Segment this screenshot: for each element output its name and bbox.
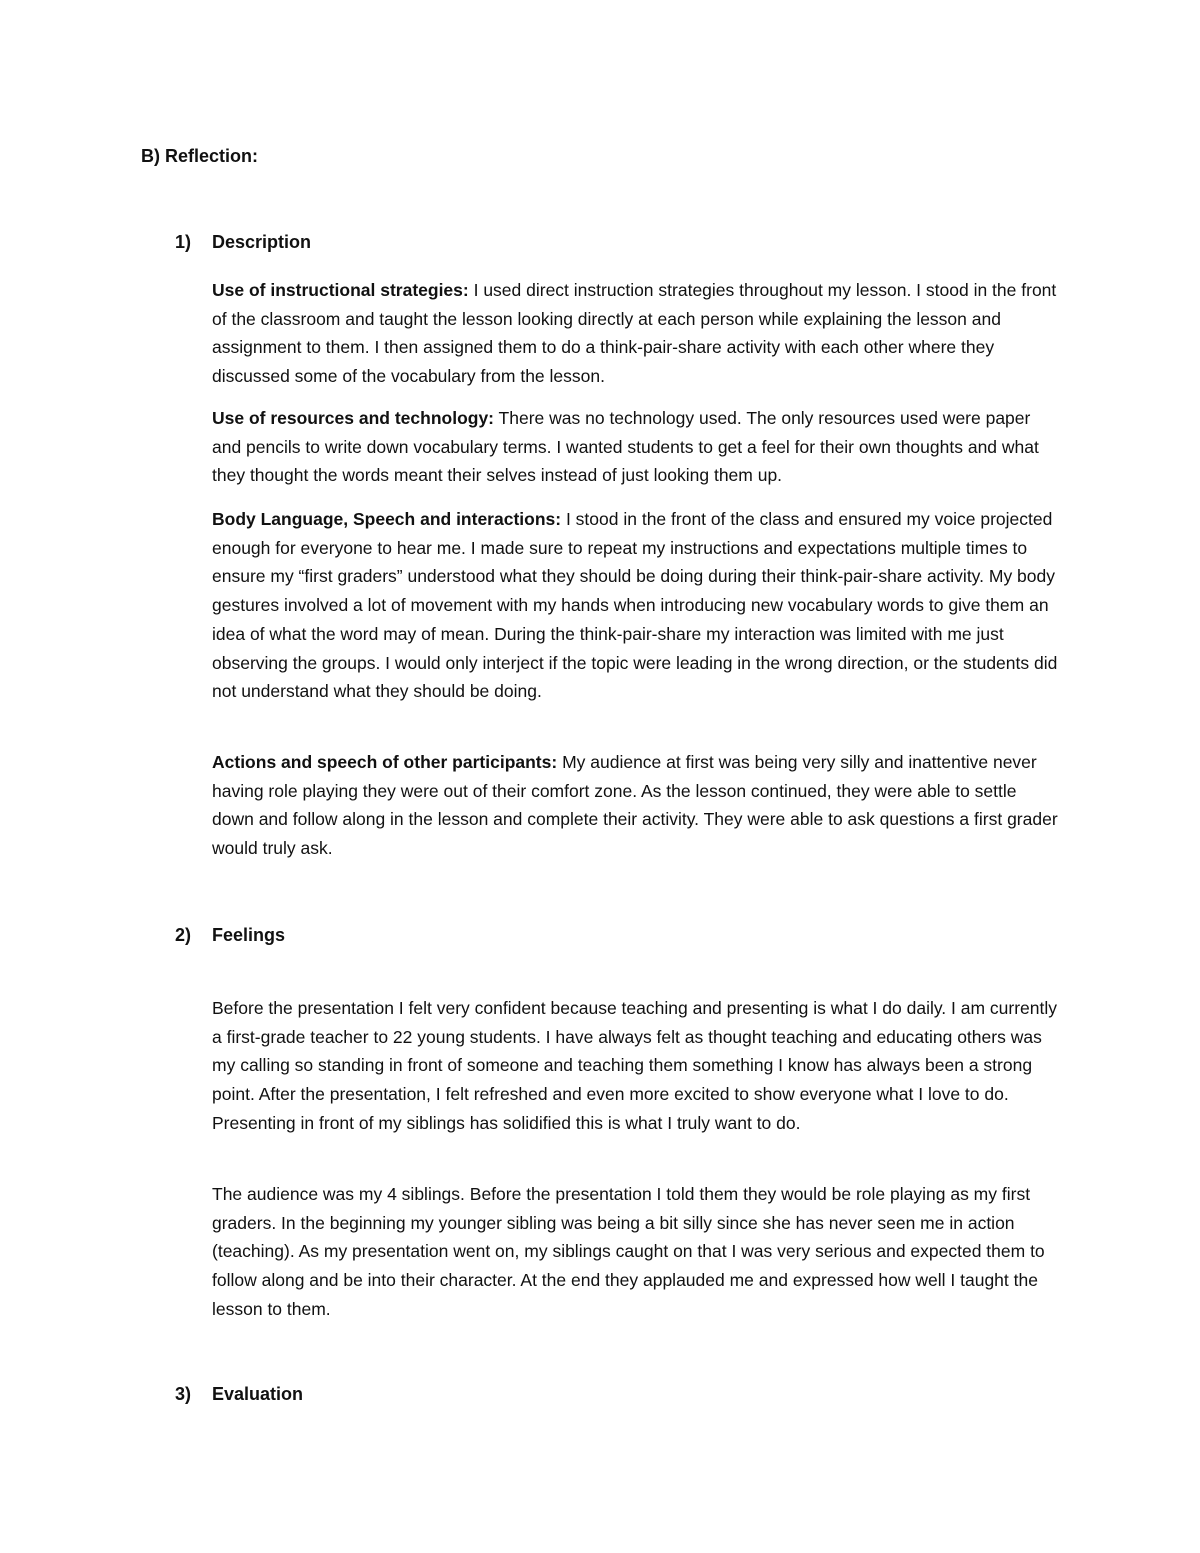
paragraph-label: Use of resources and technology: [212, 408, 495, 428]
paragraph-resources-technology [212, 404, 1062, 490]
paragraph-instructional-strategies [212, 276, 1062, 391]
paragraph-text: The audience was my 4 siblings. Before the presentation I told them they would be role playing as my first graders. In the beginning my younger sibling was being a bit silly since she has never seen me in action (teaching). As my presentation went on, my siblings caught on that I was very serious and expected them to follow along and be into their character. At the end they applauded me and expressed how well I taught the lesson to them. [212, 1184, 1045, 1319]
paragraph-text: I used direct instruction strategies throughout my lesson. I stood in the front of the classroom and taught the lesson looking directly at each person while explaining the lesson and assignment to them. I then assigned them to do a think-pair-share activity with each other where they discussed some of the vocabulary from the lesson. [212, 280, 1057, 387]
section-number: 1) [175, 232, 192, 252]
section-title: Evaluation [212, 1384, 304, 1404]
paragraph-text: Before the presentation I felt very confident because teaching and presenting is what I do daily. I am currently a first-grade teacher to 22 young students. I have always felt as thought teaching and educating others was my calling so standing in front of someone and teaching them something I know has always been a strong point. After the presentation, I felt refreshed and even more excited to show everyone what I love to do. Presenting in front of my siblings has solidified this is what I truly want to do. [212, 998, 1058, 1133]
section-heading-evaluation [175, 1384, 303, 1405]
page-title: B) Reflection: [141, 146, 258, 166]
paragraph-text: I stood in the front of the class and ensured my voice projected enough for everyone to hear me. I made sure to repeat my instructions and expectations multiple times to ensure my “first graders” understood what they should be doing during their think-pair-share activity. My body gestures involved a lot of movement with my hands when introducing new vocabulary words to give them an idea of what the word may of mean. During the think-pair-share my interaction was limited with me just observing the groups. I would only interject if the topic were leading in the wrong direction, or the students did not understand what they should be doing. [212, 509, 1058, 702]
paragraph-label: Actions and speech of other participants: [212, 752, 558, 772]
paragraph-text: My audience at first was being very silly and inattentive never having role playing they were out of their comfort zone. As the lesson continued, they were able to settle down and follow along in the lesson and complete their activity. They were able to ask questions a first grader would truly ask. [212, 752, 1058, 859]
paragraph-feelings-before [212, 994, 1062, 1138]
section-title: Feelings [212, 925, 286, 945]
paragraph-body-language [212, 505, 1062, 706]
section-heading-feelings [175, 925, 285, 946]
paragraph-feelings-audience [212, 1180, 1062, 1324]
paragraph-label: Body Language, Speech and interactions: [212, 509, 562, 529]
section-title: Description [212, 232, 312, 252]
section-number: 2) [175, 925, 192, 945]
paragraph-label: Use of instructional strategies: [212, 280, 469, 300]
paragraph-other-participants [212, 748, 1062, 863]
paragraph-text: There was no technology used. The only resources used were paper and pencils to write down vocabulary terms. I wanted students to get a feel for their own thoughts and what they thought the words meant their selves instead of just looking them up. [212, 408, 1039, 486]
section-heading-description [175, 232, 311, 253]
section-number: 3) [175, 1384, 192, 1404]
